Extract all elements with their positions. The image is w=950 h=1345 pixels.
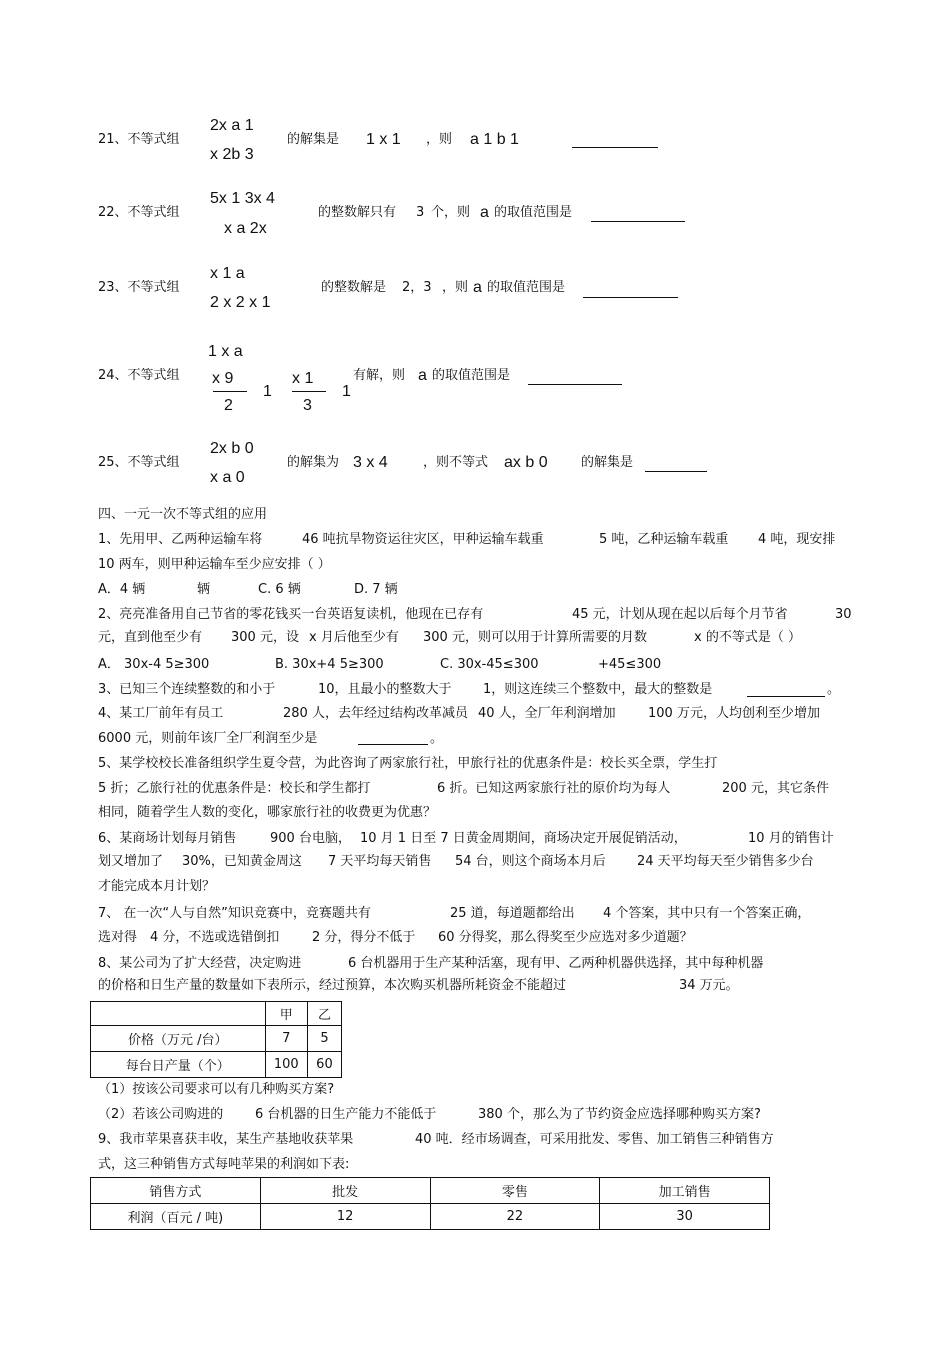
p5-line-2c: 200 元，其它条件 [722, 781, 829, 796]
p8-line-1a: 8、某公司为了扩大经营，决定购进 [98, 956, 302, 971]
p3-line-1b: 10，且最小的整数大于 [318, 682, 452, 697]
p9-line-1a: 9、我市苹果喜获丰收，某生产基地收获苹果 [98, 1132, 354, 1147]
table-cell: 利润（百元 / 吨) [91, 1204, 261, 1230]
p5-line-1: 5、某学校校长准备组织学生夏令营，为此咨询了两家旅行社，甲旅行社的优惠条件是：校长买全票，学生打 [98, 756, 718, 771]
q24-fraction-1-denominator: 2 [224, 397, 233, 414]
p2-option-c: C. 30x-45≤300 [440, 657, 539, 672]
p1-option-c: C. 6 辆 [258, 582, 301, 597]
p7-line-2d: 60 分得奖，那么得奖至少应选对多少道题？ [438, 930, 693, 945]
q22-variable: a [480, 204, 489, 221]
p1-option-d: D. 7 辆 [354, 582, 398, 597]
p3-line-1a: 3、已知三个连续整数的和小于 [98, 682, 276, 697]
p2-line-2d: 300 元，则可以用于计算所需要的月数 [423, 630, 647, 645]
q24-variable: a [418, 367, 427, 384]
p8-line-1b: 6 台机器用于生产某种活塞，现有甲、乙两种机器供选择，其中每种机器 [348, 956, 764, 971]
q24-fraction-1-bar [213, 391, 247, 392]
q23-label: 23、不等式组 [98, 280, 180, 295]
p6-line-1c: 10 月 1 日至 7 日黄金周期间，商场决定开展促销活动， [360, 831, 687, 846]
p1-line-1c: 5 吨，乙种运输车载重 [599, 532, 729, 547]
p1-line-1d: 4 吨，现安排 [758, 532, 836, 547]
q25-label: 25、不等式组 [98, 455, 180, 470]
table-cell: 5 [307, 1026, 341, 1052]
p7-line-2b: 4 分，不选或选错倒扣 [150, 930, 280, 945]
table-header-cell [91, 1002, 266, 1026]
q21-system-line-1: 2x a 1 [210, 117, 254, 134]
table-header-cell: 甲 [265, 1002, 307, 1026]
q25-then: ，则不等式 [423, 455, 489, 470]
table-cell: 每台日产量（个） [91, 1052, 266, 1078]
p1-option-b: 辆 [197, 582, 211, 597]
q21-answer-blank [572, 147, 658, 148]
q21-then: ，则 [426, 132, 453, 147]
p7-line-2c: 2 分，得分不低于 [312, 930, 416, 945]
p2-line-1c: 30 [835, 607, 852, 622]
p7-line-1b: 25 道，每道题都给出 [450, 906, 575, 921]
p9-line-1b: 40 吨．经市场调查，可采用批发、零售、加工销售三种销售方 [415, 1132, 774, 1147]
p4-line-1d: 100 万元，人均创利至少增加 [648, 706, 820, 721]
profit-table [90, 1177, 770, 1230]
q22-text: 的整数解只有 [318, 205, 397, 220]
p2-option-a: A． 30x-4 5≥300 [98, 657, 210, 672]
p1-option-a: A．4 辆 [98, 582, 146, 597]
p6-line-2e: 24 天平均每天至少销售多少台 [637, 854, 814, 869]
q21-text: 的解集是 [287, 132, 340, 147]
p1-line-2: 10 两车，则甲种运输车至少应安排（ ） [98, 557, 331, 572]
table-row [91, 1204, 770, 1230]
q22-answer-blank [591, 221, 685, 222]
table-row [91, 1026, 342, 1052]
q25-system-line-1: 2x b 0 [210, 440, 254, 457]
q24-text: 有解，则 [353, 368, 406, 383]
p8-line-2a: 的价格和日生产量的数量如下表所示，经过预算，本次购买机器所耗资金不能超过 [98, 978, 567, 993]
p1-line-1a: 1、先用甲、乙两种运输车将 [98, 532, 263, 547]
table-header-cell: 批发 [260, 1178, 430, 1204]
q23-system-line-2: 2 x 2 x 1 [210, 294, 271, 311]
p8-line-2b: 34 万元。 [679, 978, 739, 993]
q22-system-line-1: 5x 1 3x 4 [210, 190, 275, 207]
q23-text: 的整数解是 [321, 280, 387, 295]
q24-fraction-1-numerator: x 9 [212, 370, 234, 387]
p6-line-2d: 54 台，则这个商场本月后 [455, 854, 606, 869]
table-cell: 22 [430, 1204, 600, 1230]
p5-line-2a: 5 折；乙旅行社的优惠条件是：校长和学生都打 [98, 781, 371, 796]
table-row [91, 1052, 342, 1078]
p8-subquestion-1: （1）按该公司要求可以有几种购买方案? [98, 1082, 335, 1097]
table-cell: 30 [600, 1204, 770, 1230]
p6-line-1b: 900 台电脑， [270, 831, 351, 846]
q21-system-line-2: x 2b 3 [210, 146, 254, 163]
q22-system-line-2: x a 2x [224, 220, 267, 237]
p1-line-1b: 46 吨抗旱物资运往灾区，甲种运输车载重 [302, 532, 544, 547]
q24-system-line-1: 1 x a [208, 343, 243, 360]
p3-end: 。 [827, 682, 841, 697]
q21-label: 21、不等式组 [98, 132, 180, 147]
p6-line-2a: 划又增加了 [98, 854, 164, 869]
p3-answer-blank [747, 696, 825, 697]
p5-line-2b: 6 折。已知这两家旅行社的原价均为每人 [437, 781, 671, 796]
p8-subquestion-2c: 380 个，那么为了节约资金应选择哪种购买方案? [478, 1107, 761, 1122]
p2-line-2e: x 的不等式是（ ） [694, 630, 801, 645]
p2-line-1b: 45 元，计划从现在起以后每个月节省 [572, 607, 788, 622]
table-cell: 价格（万元 /台） [91, 1026, 266, 1052]
table-header-cell: 销售方式 [91, 1178, 261, 1204]
table-header-cell: 零售 [430, 1178, 600, 1204]
q23-system-line-1: x 1 a [210, 265, 245, 282]
q21-solution: 1 x 1 [366, 131, 401, 148]
p6-line-1d: 10 月的销售计 [748, 831, 834, 846]
table-header-row [91, 1002, 342, 1026]
q25-answer-blank [645, 471, 707, 472]
p6-line-2b: 30%，已知黄金周这 [182, 854, 302, 869]
q24-one-1: 1 [263, 383, 272, 400]
p7-line-1a: 7、 在一次“人与自然”知识竞赛中，竞赛题共有 [98, 906, 371, 921]
q24-answer-blank [528, 384, 622, 385]
p4-line-1b: 280 人，去年经过结构改革减员 [283, 706, 468, 721]
p2-option-b: B. 30x+4 5≥300 [275, 657, 384, 672]
p4-line-1c: 40 人，全厂年利润增加 [478, 706, 616, 721]
q25-solution-text: 的解集是 [581, 455, 634, 470]
p4-answer-blank [358, 744, 428, 745]
p3-line-1c: 1，则这连续三个整数中，最大的整数是 [483, 682, 713, 697]
table-cell: 60 [307, 1052, 341, 1078]
p4-end: 。 [430, 731, 444, 746]
p6-line-2c: 7 天平均每天销售 [328, 854, 432, 869]
p2-line-2b: 300 元，设 [231, 630, 299, 645]
q24-range-text: 的取值范围是 [432, 368, 511, 383]
q24-one-2: 1 [342, 383, 351, 400]
p4-line-2: 6000 元，则前年该厂全厂利润至少是 [98, 731, 318, 746]
table-header-row [91, 1178, 770, 1204]
table-cell: 7 [265, 1026, 307, 1052]
p9-line-2: 式，这三种销售方式每吨苹果的利润如下表: [98, 1157, 350, 1172]
q25-solution: 3 x 4 [353, 454, 388, 471]
p7-line-1c: 4 个答案，其中只有一个答案正确， [603, 906, 811, 921]
p8-subquestion-2a: （2）若该公司购进的 [98, 1107, 224, 1122]
table-header-cell: 乙 [307, 1002, 341, 1026]
q25-text: 的解集为 [287, 455, 340, 470]
q23-values: 2，3 [402, 280, 432, 295]
section-heading: 四、一元一次不等式组的应用 [98, 507, 268, 522]
p6-line-1a: 6、某商场计划每月销售 [98, 831, 237, 846]
q24-fraction-2-bar [292, 391, 326, 392]
p5-line-3: 相同，随着学生人数的变化，哪家旅行社的收费更为优惠？ [98, 805, 437, 820]
q22-range-text: 的取值范围是 [494, 205, 573, 220]
q24-fraction-2-denominator: 3 [303, 397, 312, 414]
p2-option-d: +45≤300 [598, 657, 662, 672]
table-cell: 12 [260, 1204, 430, 1230]
table-cell: 100 [265, 1052, 307, 1078]
p2-line-1a: 2、亮亮准备用自己节省的零花钱买一台英语复读机，他现在已存有 [98, 607, 484, 622]
q21-expression: a 1 b 1 [470, 131, 519, 148]
q24-label: 24、不等式组 [98, 368, 180, 383]
q22-label: 22、不等式组 [98, 205, 180, 220]
q25-system-line-2: x a 0 [210, 469, 245, 486]
p6-line-3: 才能完成本月计划？ [98, 879, 216, 894]
p8-subquestion-2b: 6 台机器的日生产能力不能低于 [255, 1107, 437, 1122]
q23-answer-blank [583, 297, 678, 298]
machine-table [90, 1001, 342, 1078]
q25-expression: ax b 0 [504, 454, 548, 471]
q23-variable: a [473, 279, 482, 296]
q24-fraction-2-numerator: x 1 [292, 370, 314, 387]
q22-then: 个，则 [431, 205, 471, 220]
q22-count: 3 [416, 205, 425, 220]
p7-line-2a: 选对得 [98, 930, 138, 945]
table-header-cell: 加工销售 [600, 1178, 770, 1204]
p4-line-1a: 4、某工厂前年有员工 [98, 706, 224, 721]
q23-range-text: 的取值范围是 [487, 280, 566, 295]
p2-line-2c: x 月后他至少有 [309, 630, 399, 645]
q23-then: ，则 [442, 280, 469, 295]
p2-line-2a: 元，直到他至少有 [98, 630, 203, 645]
